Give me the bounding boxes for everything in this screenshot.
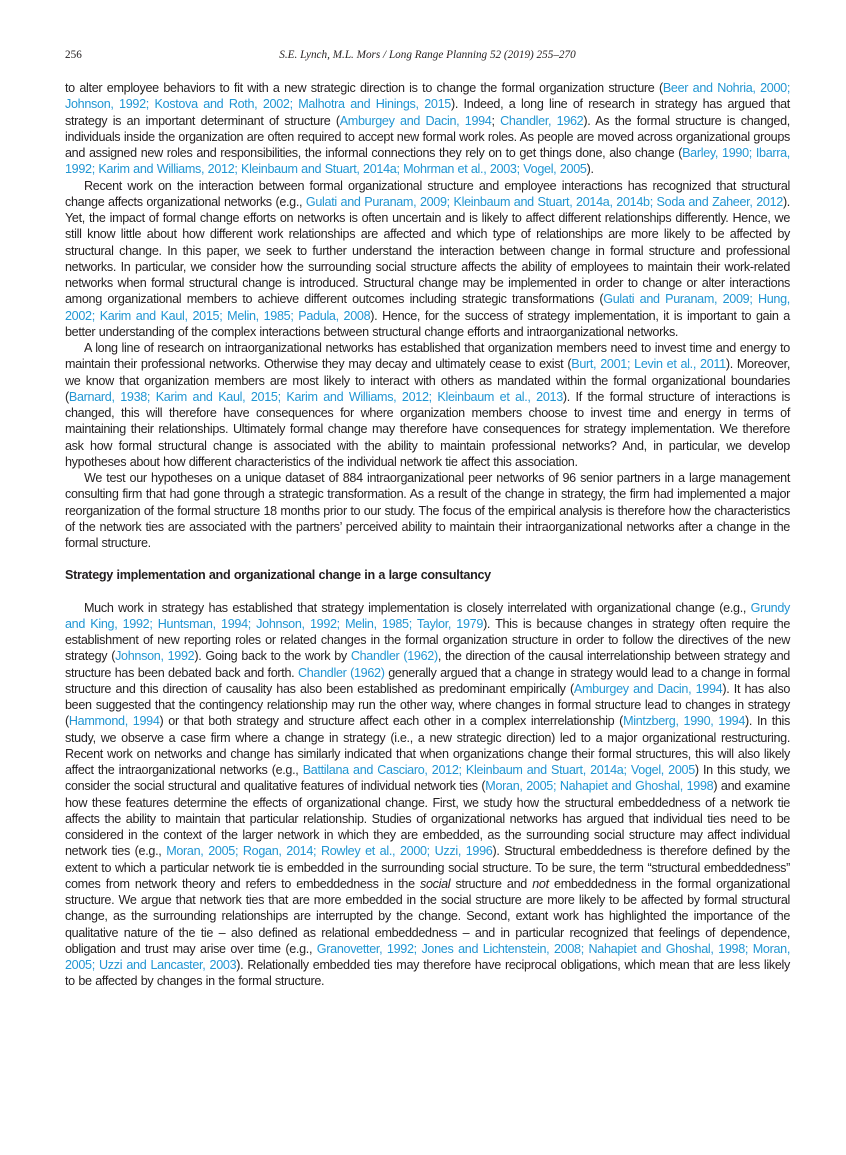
section-paragraphs <box>65 600 790 990</box>
body-text: A long line of research on intraorganizational networks has established that organization members need to invest time and energy to maintain their professional networks. Otherwise they may decay and ultimately cease to exist ( <box>65 341 790 372</box>
emphasis-text: social <box>420 876 451 891</box>
citation-link[interactable]: Moran, 2005; Nahapiet and Ghoshal, 1998 <box>485 779 714 794</box>
citation-link[interactable]: Chandler (1962) <box>297 665 385 680</box>
body-text: ) or that both strategy and structure affect each other in a complex interrelationship ( <box>159 714 624 729</box>
paragraph <box>65 600 790 990</box>
running-head <box>65 49 790 65</box>
citation-link[interactable]: Gulati and Puranam, 2009; Hung, 2002; Karim and Kaul, 2015; Melin, 1985; Padula, 2008 <box>65 292 790 323</box>
emphasis-text: not <box>532 876 549 891</box>
citation-link[interactable]: Battilana and Casciaro, 2012; Kleinbaum and Stuart, 2014a; Vogel, 2005 <box>302 763 695 777</box>
body-text: structure and <box>450 876 533 891</box>
body-text: , the direction of the causal interrelationship between strategy and structure has been debated back and forth. <box>65 649 790 680</box>
body-text: ). Indeed, a long line of research in strategy has argued that strategy is an important determinant of structure ( <box>65 97 790 128</box>
body-text: ) In this study, we consider the social structural and qualitative features of individual network ties ( <box>65 763 791 794</box>
paragraph <box>65 340 790 470</box>
body-text: to alter employee behaviors to fit with a new strategic direction is to change the formal organization structure ( <box>65 81 663 95</box>
citation-link[interactable]: Johnson, 1992 <box>115 649 195 664</box>
citation-link[interactable]: Amburgey and Dacin, 1994 <box>573 681 723 696</box>
body-text: embeddedness in the formal organizational structure. We argue that network ties that are more embedded in the social structure are more likely to be affected by formal structural change, as the surrounding relationships are interrupted by the change. Second, extant work has highlighted the importance of the qualitative nature of the tie – also defined as relational embeddedness – and in particular recognized that feelings of dependence, obligation and trust may arise over time (e.g., <box>65 876 791 956</box>
body-text: generally argued that a change in strategy would lead to a change in formal structure and this direction of causality has also been established as predominant empirically ( <box>65 665 790 696</box>
article-body <box>65 80 790 990</box>
journal-citation: S.E. Lynch, M.L. Mors / Long Range Planning 52 (2019) 255–270 <box>279 49 576 61</box>
body-text: ) and examine how these features determine the effects of organizational change. First, we study how the structural embeddedness of a network tie affects the ability to maintain that particular relationship. Studies of organizational networks has argued that individual ties need to be considered in the context of the larger network in which they are embedded, as the surrounding social structure may affect individual network ties (e.g., <box>65 779 790 859</box>
body-text: ). It has also been suggested that the contingency relationship may run the other way, where changes in formal structure lead to changes in strategy ( <box>65 681 791 729</box>
citation-link[interactable]: Mintzberg, 1990, 1994 <box>623 714 746 729</box>
paragraph <box>65 80 790 178</box>
citation-link[interactable]: Barley, 1990; Ibarra, 1992; Karim and Williams, 2012; Kleinbaum and Stuart, 2014a; Mohrman et al., 2003; Vogel, 2005 <box>65 146 790 177</box>
citation-link[interactable]: Moran, 2005; Rogan, 2014; Rowley et al., 2000; Uzzi, 1996 <box>166 844 493 859</box>
body-text: ). If the formal structure of interactions is changed, this will therefore have consequences for where organization members choose to invest time and energy in terms of maintaining their relationships. Ultimately formal change may therefore have consequences for strategy implementation. We therefore ask how formal structural change is associated with the ability to maintain professional networks? And, in particular, we develop hypotheses about how different characteristics of the individual network tie affect this association. <box>65 389 790 469</box>
citation-link[interactable]: Chandler (1962) <box>350 649 438 664</box>
body-text: ). As the formal structure is changed, individuals inside the organization are often required to accept new formal work roles. As people are moved across organizational groups and assigned new roles and responsibilities, the informal connections they rely on to get things done, also change ( <box>65 113 790 160</box>
body-text: ; <box>491 113 501 128</box>
citation-link[interactable]: Chandler, 1962 <box>500 113 584 128</box>
body-text: ). Moreover, we know that organization members are most likely to interact with others as mandated within the formal organizational boundaries ( <box>65 357 790 404</box>
page-number: 256 <box>65 49 82 61</box>
body-text: Much work in strategy has established that strategy implementation is closely interrelated with organizational change (e.g., <box>84 600 751 615</box>
body-text: ). <box>586 162 594 177</box>
body-text: ). In this study, we observe a case firm where a change in strategy (i.e., a new strategic direction) led to a major organizational restructuring. Recent work on networks and change has similarly indicated that when organizations change their formal structures, this will also likely affect the intraorganizational networks (e.g., <box>65 714 791 777</box>
citation-link[interactable]: Gulati and Puranam, 2009; Kleinbaum and Stuart, 2014a, 2014b; Soda and Zaheer, 2012 <box>305 194 783 209</box>
body-text: ). Yet, the impact of formal change efforts on networks is often uncertain and is likely to affect different relationships differently. Hence, we still know little about how different work relationships are affected and which type of relationships are more likely to be affected by structural change. In this paper, we seek to further understand the interaction between change in formal structure and professional networks. In particular, we consider how the surrounding social structure affects the ability of employees to maintain their work-related networks when formal structural change is introduced. Structural change may be implemented in order to change or alter interactions among organizational members to achieve different outcomes including strategic transformations ( <box>65 194 790 307</box>
paragraph <box>65 470 790 551</box>
section-heading: Strategy implementation and organizational change in a large consultancy <box>65 568 491 583</box>
citation-link[interactable]: Barnard, 1938; Karim and Kaul, 2015; Karim and Williams, 2012; Kleinbaum et al., 2013 <box>68 389 563 404</box>
citation-link[interactable]: Beer and Nohria, 2000; Johnson, 1992; Kostova and Roth, 2002; Malhotra and Hinings, 2015 <box>65 81 790 112</box>
paragraph <box>65 178 790 341</box>
body-text: Recent work on the interaction between formal organizational structure and employee interactions has recognized that structural change affects organizational networks (e.g., <box>65 178 790 209</box>
citation-link[interactable]: Grundy and King, 1992; Huntsman, 1994; Johnson, 1992; Melin, 1985; Taylor, 1979 <box>65 600 790 631</box>
body-text: We test our hypotheses on a unique dataset of 884 intraorganizational peer networks of 96 senior partners in a large management consulting firm that had gone through a strategic transformation. As a result of the change in strategy, the firm had implemented a major reorganization of the formal structure 18 months prior to our study. The focus of the empirical analysis is therefore how the characteristics of the network ties are associated with the partners’ perceived ability to maintain their intraorganizational networks after a change in the formal structure. <box>65 471 790 550</box>
citation-link[interactable]: Granovetter, 1992; Jones and Lichtenstein, 2008; Nahapiet and Ghoshal, 1998; Moran, 2005; Uzzi and Lancaster, 2003 <box>65 941 790 972</box>
body-text: ). Structural embeddedness is therefore defined by the extent to which a particular network tie is embedded in the surrounding social structure. To be sure, the term “structural embeddedness” comes from network theory and refers to embeddedness in the <box>65 844 790 891</box>
intro-paragraphs <box>65 80 790 551</box>
body-text: ). Hence, for the success of strategy implementation, it is important to gain a better understanding of the complex interactions between structural change efforts and intraorganizational networks. <box>65 308 790 339</box>
citation-link[interactable]: Hammond, 1994 <box>68 714 160 729</box>
body-text: ). Relationally embedded ties may therefore have reciprocal obligations, which mean that are less likely to be affected by changes in the formal structure. <box>65 958 790 989</box>
body-text: ). Going back to the work by <box>194 649 351 664</box>
citation-link[interactable]: Burt, 2001; Levin et al., 2011 <box>571 357 726 372</box>
citation-link[interactable]: Amburgey and Dacin, 1994 <box>339 113 492 128</box>
body-text: ). This is because changes in strategy often require the establishment of new reporting roles or related changes in the formal organization structure in order to follow the directives of the new strategy ( <box>65 616 791 664</box>
